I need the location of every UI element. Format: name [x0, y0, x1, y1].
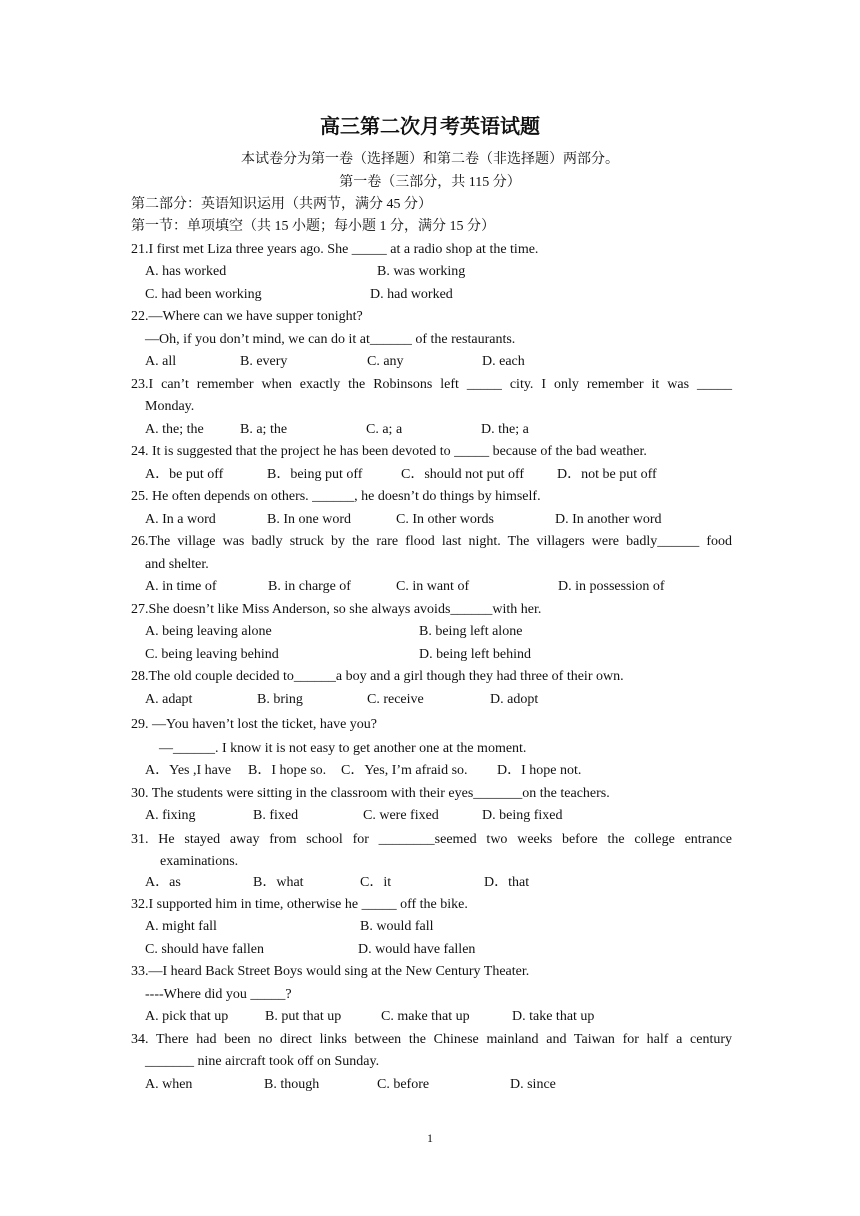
question-24-option-c: C．should not put off	[401, 467, 525, 482]
question-21-option-b: B. was working	[377, 264, 466, 279]
question-30-option-a: A. fixing	[145, 808, 196, 823]
question-28-option-c: C. receive	[367, 692, 424, 707]
question-26-option-b: B. in charge of	[268, 579, 351, 594]
question-23-stem-line2: Monday.	[145, 399, 195, 414]
question-26-stem: 26.The village was badly struck by the rare flood last night. The villagers were badly______ food	[131, 534, 732, 549]
question-34-option-a: A. when	[145, 1077, 193, 1092]
question-26-option-d: D. in possession of	[558, 579, 665, 594]
question-29-option-c: C．Yes, I’m afraid so.	[341, 763, 468, 778]
question-31-stem: 31. He stayed away from school for ________seemed two weeks before the college entrance	[131, 832, 732, 847]
question-34-option-c: C. before	[377, 1077, 430, 1092]
question-27-stem: 27.She doesn’t like Miss Anderson, so she always avoids______with her.	[131, 602, 542, 617]
question-33-stem-line2: ----Where did you _____?	[145, 987, 292, 1002]
question-21-option-a: A. has worked	[145, 264, 227, 279]
question-30-stem: 30. The students were sitting in the classroom with their eyes_______on the teachers.	[131, 786, 610, 801]
question-25-stem: 25. He often depends on others. ______, he doesn’t do things by himself.	[131, 489, 541, 504]
question-27-option-b: B. being left alone	[419, 624, 523, 639]
question-25-option-b: B. In one word	[267, 512, 351, 527]
question-22-option-d: D. each	[482, 354, 525, 369]
question-29-stem: 29. —You haven’t lost the ticket, have you?	[131, 717, 378, 732]
question-32-option-c: C. should have fallen	[145, 942, 264, 957]
question-26-option-c: C. in want of	[396, 579, 470, 594]
question-24-option-a: A．be put off	[145, 467, 224, 482]
question-28-stem: 28.The old couple decided to______a boy and a girl though they had three of their own.	[131, 669, 624, 684]
question-30-option-c: C. were fixed	[363, 808, 439, 823]
question-32-option-b: B. would fall	[360, 919, 434, 934]
question-33-option-d: D. take that up	[512, 1009, 595, 1024]
question-30-option-b: B. fixed	[253, 808, 299, 823]
question-33-stem: 33.—I heard Back Street Boys would sing at the New Century Theater.	[131, 964, 530, 979]
question-33-option-c: C. make that up	[381, 1009, 470, 1024]
question-22-option-c: C. any	[367, 354, 404, 369]
question-23-option-c: C. a; a	[366, 422, 403, 437]
question-30-option-d: D. being fixed	[482, 808, 563, 823]
question-29-option-d: D．I hope not.	[497, 763, 582, 778]
question-21-option-c: C. had been working	[145, 287, 262, 302]
question-28-option-d: D. adopt	[490, 692, 539, 707]
question-34-option-d: D. since	[510, 1077, 556, 1092]
question-27-option-a: A. being leaving alone	[145, 624, 272, 639]
question-25-option-c: C. In other words	[396, 512, 494, 527]
question-23-stem: 23.I can’t remember when exactly the Robinsons left _____ city. I only remember it was _____	[131, 377, 732, 392]
volume-heading: 第一卷（三部分，共 115 分）	[339, 175, 521, 190]
question-22-stem: 22.—Where can we have supper tonight?	[131, 309, 363, 324]
question-21-stem: 21.I first met Liza three years ago. She _____ at a radio shop at the time.	[131, 242, 539, 257]
question-31-stem-line2: examinations.	[160, 854, 239, 869]
question-25-option-a: A. In a word	[145, 512, 216, 527]
question-34-stem-line2: _______ nine aircraft took off on Sunday.	[145, 1054, 380, 1069]
question-27-option-d: D. being left behind	[419, 647, 531, 662]
question-31-option-c: C．it	[360, 875, 392, 890]
question-32-stem: 32.I supported him in time, otherwise he _____ off the bike.	[131, 897, 468, 912]
question-33-option-b: B. put that up	[265, 1009, 342, 1024]
question-26-stem-line2: and shelter.	[145, 557, 209, 572]
question-27-option-c: C. being leaving behind	[145, 647, 279, 662]
question-23-option-d: D. the; a	[481, 422, 529, 437]
question-26-option-a: A. in time of	[145, 579, 217, 594]
section-heading: 第一节：单项填空（共 15 小题；每小题 1 分，满分 15 分）	[131, 219, 495, 234]
question-23-option-b: B. a; the	[240, 422, 288, 437]
question-22-option-b: B. every	[240, 354, 288, 369]
question-28-option-a: A. adapt	[145, 692, 193, 707]
question-34-stem: 34. There had been no direct links between the Chinese mainland and Taiwan for half a century	[131, 1032, 732, 1047]
page-number: 1	[427, 1131, 433, 1145]
question-28-option-b: B. bring	[257, 692, 303, 707]
question-31-option-d: D．that	[484, 875, 530, 890]
question-29-stem-line2: —______. I know it is not easy to get another one at the moment.	[159, 741, 527, 756]
question-32-option-d: D. would have fallen	[358, 942, 476, 957]
question-25-option-d: D. In another word	[555, 512, 662, 527]
question-24-option-b: B．being put off	[267, 467, 363, 482]
question-24-stem: 24. It is suggested that the project he has been devoted to _____ because of the bad weather.	[131, 444, 647, 459]
question-31-option-a: A．as	[145, 875, 181, 890]
page-title: 高三第二次月考英语试题	[320, 114, 540, 138]
question-34-option-b: B. though	[264, 1077, 320, 1092]
question-29-option-a: A．Yes ,I have	[145, 763, 232, 778]
question-31-option-b: B．what	[253, 875, 304, 890]
question-23-option-a: A. the; the	[145, 422, 204, 437]
question-21-option-d: D. had worked	[370, 287, 453, 302]
question-24-option-d: D．not be put off	[557, 467, 657, 482]
question-22-stem-line2: —Oh, if you don’t mind, we can do it at______ of the restaurants.	[145, 332, 516, 347]
question-29-option-b: B．I hope so.	[248, 763, 327, 778]
question-22-option-a: A. all	[145, 354, 177, 369]
question-32-option-a: A. might fall	[145, 919, 217, 934]
exam-intro: 本试卷分为第一卷（选择题）和第二卷（非选择题）两部分。	[241, 152, 619, 167]
part-heading: 第二部分：英语知识运用（共两节，满分 45 分）	[131, 197, 432, 212]
question-33-option-a: A. pick that up	[145, 1009, 229, 1024]
